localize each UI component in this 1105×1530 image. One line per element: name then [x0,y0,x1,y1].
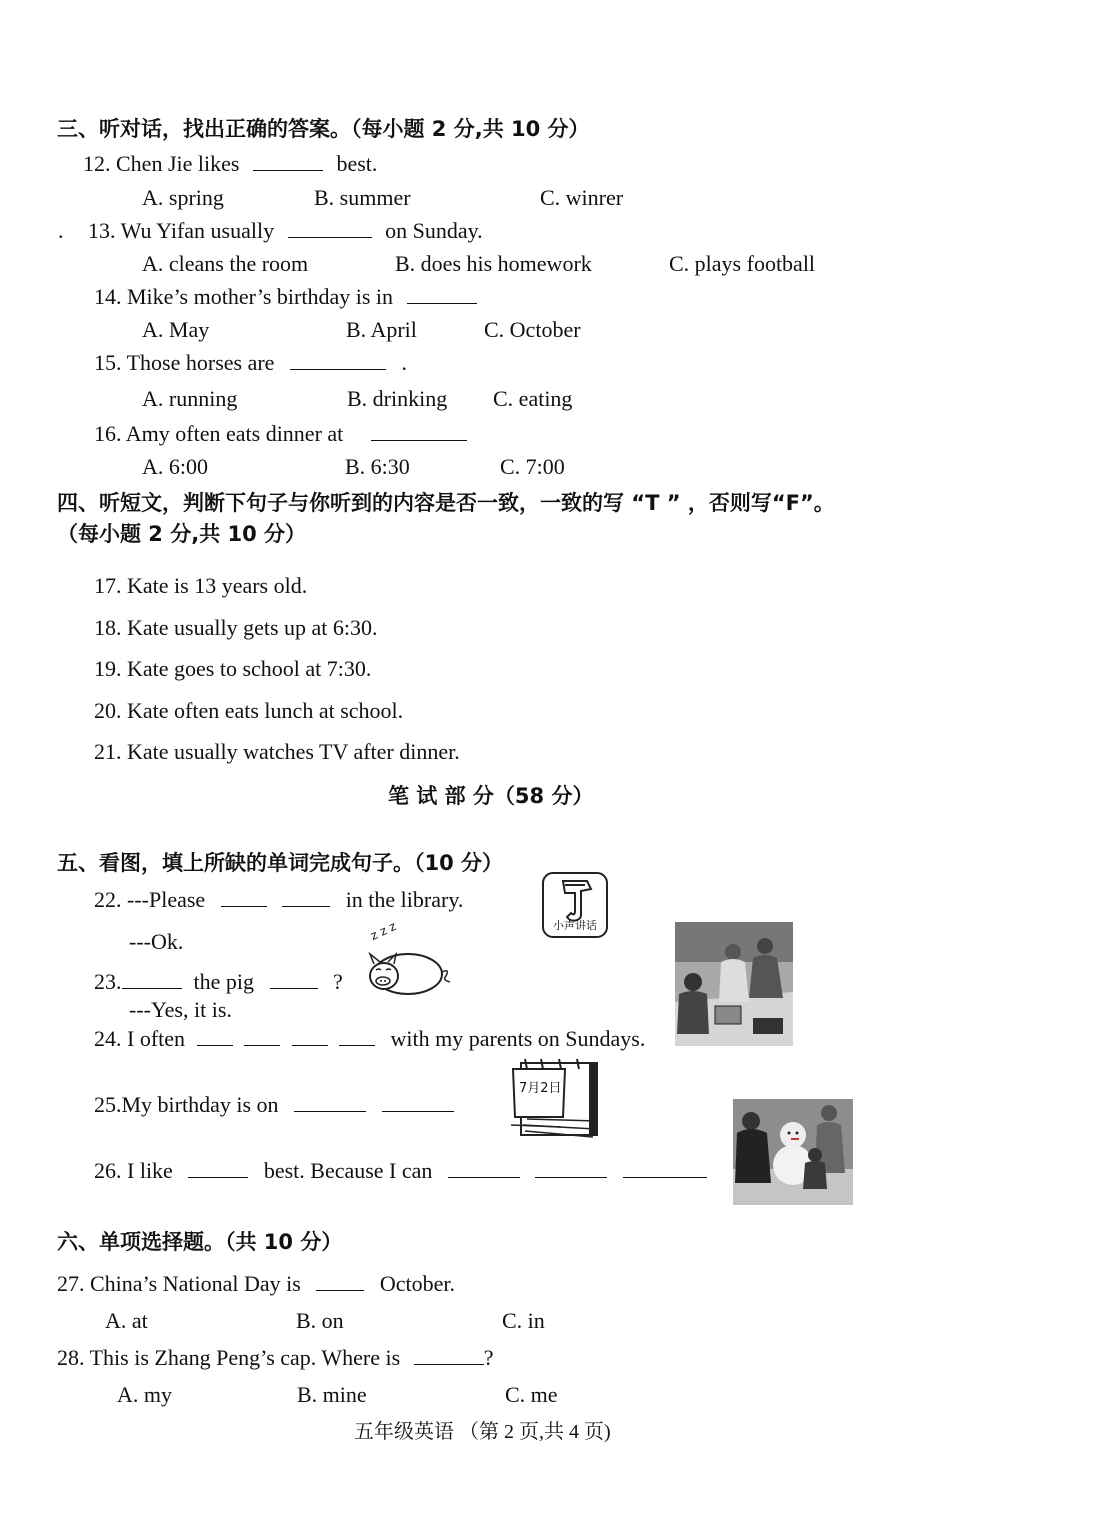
picnic-photo-icon [675,922,793,1046]
statement-20: 20. Kate often eats lunch at school. [94,698,404,723]
q12-stem-end: best. [336,151,378,176]
q23-question-mark: ? [333,969,343,994]
q25-blank-1[interactable] [294,1093,366,1112]
calendar-image [505,1055,601,1141]
q13-blank[interactable] [288,219,372,238]
q26-blank-3[interactable] [535,1159,607,1178]
snowman-photo-icon [733,1099,853,1205]
calendar-date-label: 7月2日 [519,1081,562,1096]
q27-option-c: C. in [502,1308,545,1333]
q16-stem-text: 16. Amy often eats dinner at [94,421,344,446]
q23-blank-1[interactable] [122,970,182,989]
section5-heading: 五、看图，填上所缺的单词完成句子。（10 分） [57,851,504,875]
q14-option-a: A. May [142,317,210,342]
q16-option-b: B. 6:30 [345,454,410,479]
q27-stem-end: October. [379,1271,455,1296]
q23-text: the pig [193,969,254,994]
statement-17: 17. Kate is 13 years old. [94,573,308,598]
q12-option-c: C. winrer [540,185,624,210]
q26-blank-4[interactable] [623,1159,707,1178]
q23-line [94,969,343,995]
q22-line [94,887,463,913]
family-picnic-photo [675,922,793,1046]
q23-number: 23. [94,969,122,994]
q27-option-a: A. at [105,1308,148,1333]
q26-text: 26. I like [94,1158,173,1183]
sleep-z-marks: z z z [368,919,399,943]
q13-stem [88,218,483,244]
q14-option-b: B. April [346,317,417,342]
q26-blank-2[interactable] [448,1159,520,1178]
q22-text: 22. ---Please [94,887,206,912]
q13-stem-text: 13. Wu Yifan usually [88,218,275,243]
q13-option-c: C. plays football [669,251,816,276]
page-footer: 五年级英语 （第 2 页,共 4 页) [354,1421,611,1443]
q22-blank-1[interactable] [221,888,267,907]
q28-stem-text: 28. This is Zhang Peng’s cap. Where is [57,1345,401,1370]
q14-option-c: C. October [484,317,581,342]
q13-stem-end: on Sunday. [385,218,483,243]
q15-option-b: B. drinking [347,386,448,411]
q13-mark: . [58,218,64,243]
q28-blank[interactable] [414,1346,484,1365]
q25-blank-2[interactable] [382,1093,454,1112]
q28-stem [57,1345,493,1371]
q27-stem [57,1271,455,1297]
q14-stem-text: 14. Mike’s mother’s birthday is in [94,284,394,309]
calendar-icon [505,1055,601,1141]
section3-heading: 三、听对话，找出正确的答案。（每小题 2 分,共 10 分） [57,117,590,141]
sleeping-pig-image [356,919,454,1002]
q15-stem-end: . [401,350,407,375]
q16-option-c: C. 7:00 [500,454,565,479]
q14-stem [94,284,477,310]
q12-stem-text: 12. Chen Jie likes [83,151,240,176]
q15-option-a: A. running [142,386,238,411]
section4-heading-points: （每小题 2 分,共 10 分） [57,522,307,546]
q14-blank[interactable] [407,285,477,304]
q12-stem [83,151,377,177]
q24-text: 24. I often [94,1026,186,1051]
statement-18: 18. Kate usually gets up at 6:30. [94,615,378,640]
q24-line [94,1026,645,1052]
q28-option-b: B. mine [297,1382,367,1407]
q12-option-a: A. spring [142,185,224,210]
q27-option-b: B. on [296,1308,344,1333]
q15-blank[interactable] [290,351,386,370]
q28-option-c: C. me [505,1382,558,1407]
q23-reply: ---Yes, it is. [129,997,232,1022]
q28-stem-end: ? [483,1345,494,1370]
statement-19: 19. Kate goes to school at 7:30. [94,656,372,681]
q27-stem-text: 27. China’s National Day is [57,1271,301,1296]
quiet-sign-label: 小声讲话 [553,919,597,932]
section6-heading: 六、单项选择题。（共 10 分） [57,1230,343,1254]
q26-blank-1[interactable] [188,1159,248,1178]
q13-option-b: B. does his homework [395,251,592,276]
written-part-title: 笔 试 部 分（58 分） [388,784,594,808]
q24-blank-4[interactable] [339,1027,375,1046]
q15-stem-text: 15. Those horses are [94,350,275,375]
q12-option-b: B. summer [314,185,411,210]
q24-blank-1[interactable] [197,1027,233,1046]
quiet-sign-image [541,871,609,939]
q24-blank-2[interactable] [244,1027,280,1046]
q23-blank-2[interactable] [270,970,318,989]
q22-text-end: in the library. [345,887,464,912]
q15-option-c: C. eating [493,386,573,411]
snowman-family-photo [733,1099,853,1205]
q28-option-a: A. my [117,1382,172,1407]
q22-blank-2[interactable] [282,888,330,907]
q25-text: 25.My birthday is on [94,1092,279,1117]
q15-stem [94,350,407,376]
q16-option-a: A. 6:00 [142,454,208,479]
q16-stem [94,421,467,447]
q12-blank[interactable] [253,152,323,171]
q24-text-end: with my parents on Sundays. [390,1026,646,1051]
q24-blank-3[interactable] [292,1027,328,1046]
q13-option-a: A. cleans the room [142,251,309,276]
q27-blank[interactable] [316,1272,364,1291]
q16-blank[interactable] [371,422,467,441]
q22-reply: ---Ok. [129,929,184,954]
q26-text-mid: best. Because I can [263,1158,433,1183]
q26-line [94,1158,707,1184]
q25-line [94,1092,454,1118]
section4-heading: 四、听短文，判断下句子与你听到的内容是否一致，一致的写 “T ” ，否则写“F”。 [57,491,835,515]
statement-21: 21. Kate usually watches TV after dinner. [94,739,460,764]
